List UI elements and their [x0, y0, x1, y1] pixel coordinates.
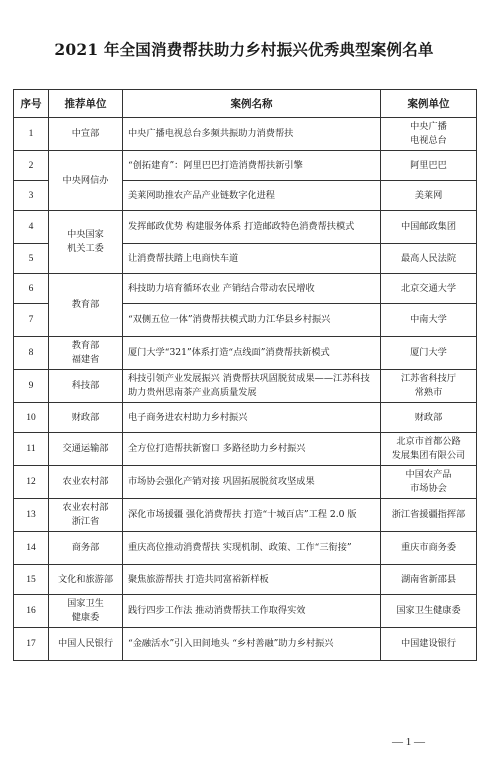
row-case-unit: 最高人民法院	[381, 244, 477, 274]
row-no: 6	[14, 274, 49, 304]
row-recommender: 中央国家 机关工委	[49, 211, 123, 274]
row-recommender: 财政部	[49, 403, 123, 433]
row-recommender: 农业农村部 浙江省	[49, 499, 123, 532]
row-recommender: 教育部	[49, 274, 123, 337]
row-case-name: 践行四步工作法 推动消费帮扶工作取得实效	[123, 595, 381, 628]
row-case-unit: 财政部	[381, 403, 477, 433]
row-case-unit: 阿里巴巴	[381, 151, 477, 181]
row-case-unit: 中国建设银行	[381, 628, 477, 661]
row-no: 13	[14, 499, 49, 532]
row-case-unit: 中央广播 电视总台	[381, 118, 477, 151]
row-no: 10	[14, 403, 49, 433]
row-no: 8	[14, 337, 49, 370]
row-no: 7	[14, 304, 49, 337]
table-row	[14, 151, 477, 181]
table-row	[14, 274, 477, 304]
row-case-name: “创拓建育”：阿里巴巴打造消费帮扶新引擎	[123, 151, 381, 181]
table-row	[14, 370, 477, 403]
header-case-name: 案例名称	[123, 90, 381, 118]
table-row	[14, 565, 477, 595]
row-no: 14	[14, 532, 49, 565]
table-row	[14, 595, 477, 628]
table-row	[14, 466, 477, 499]
row-recommender: 商务部	[49, 532, 123, 565]
row-recommender: 国家卫生 健康委	[49, 595, 123, 628]
row-case-unit: 厦门大学	[381, 337, 477, 370]
table-row	[14, 433, 477, 466]
table-row	[14, 118, 477, 151]
row-case-name: 聚焦旅游帮扶 打造共同富裕新样板	[123, 565, 381, 595]
header-recommender: 推荐单位	[49, 90, 123, 118]
row-case-name: 市场协会强化产销对接 巩固拓展脱贫攻坚成果	[123, 466, 381, 499]
row-case-unit: 北京市首都公路 发展集团有限公司	[381, 433, 477, 466]
row-no: 17	[14, 628, 49, 661]
header-no: 序号	[14, 90, 49, 118]
row-no: 4	[14, 211, 49, 244]
row-no: 3	[14, 181, 49, 211]
row-no: 16	[14, 595, 49, 628]
row-recommender: 中宣部	[49, 118, 123, 151]
row-case-name: 重庆高位推动消费帮扶 实现机制、政策、工作“三衔接”	[123, 532, 381, 565]
row-case-unit: 浙江省援疆指挥部	[381, 499, 477, 532]
row-no: 12	[14, 466, 49, 499]
row-case-unit: 重庆市商务委	[381, 532, 477, 565]
row-case-name: 全方位打造帮扶新窗口 多路径助力乡村振兴	[123, 433, 381, 466]
row-no: 15	[14, 565, 49, 595]
row-no: 9	[14, 370, 49, 403]
row-case-name: 电子商务进农村助力乡村振兴	[123, 403, 381, 433]
row-recommender: 教育部 福建省	[49, 337, 123, 370]
row-case-name: 深化市场援疆 强化消费帮扶 打造“十城百店”工程 2.0 版	[123, 499, 381, 532]
table-header-row	[14, 90, 477, 118]
row-recommender: 中央网信办	[49, 151, 123, 211]
row-case-unit: 国家卫生健康委	[381, 595, 477, 628]
header-case-unit: 案例单位	[381, 90, 477, 118]
table-row	[14, 628, 477, 661]
row-case-unit: 美莱网	[381, 181, 477, 211]
page-number: — 1 —	[392, 736, 425, 748]
row-case-name: 厦门大学“321”体系打造“点线面”消费帮扶新模式	[123, 337, 381, 370]
row-case-name: “双侧五位一体”消费帮扶模式助力江华县乡村振兴	[123, 304, 381, 337]
row-case-name: “金融活水”引入田间地头 “乡村善融”助力乡村振兴	[123, 628, 381, 661]
row-recommender: 科技部	[49, 370, 123, 403]
table-row	[14, 403, 477, 433]
row-case-name: 让消费帮扶踏上电商快车道	[123, 244, 381, 274]
page-title: 2021 年全国消费帮扶助力乡村振兴优秀典型案例名单	[54, 40, 434, 59]
table-row	[14, 337, 477, 370]
row-case-unit: 湖南省新邵县	[381, 565, 477, 595]
row-case-unit: 中国农产品 市场协会	[381, 466, 477, 499]
row-case-name: 美莱网助推农产品产业链数字化进程	[123, 181, 381, 211]
row-case-name: 科技助力培育循环农业 产销结合带动农民增收	[123, 274, 381, 304]
table-row	[14, 532, 477, 565]
row-case-name: 发挥邮政优势 构建服务体系 打造邮政特色消费帮扶模式	[123, 211, 381, 244]
row-recommender: 中国人民银行	[49, 628, 123, 661]
row-case-unit: 中国邮政集团	[381, 211, 477, 244]
row-case-unit: 北京交通大学	[381, 274, 477, 304]
row-case-unit: 中南大学	[381, 304, 477, 337]
row-recommender: 文化和旅游部	[49, 565, 123, 595]
row-no: 2	[14, 151, 49, 181]
row-no: 11	[14, 433, 49, 466]
table-row	[14, 499, 477, 532]
row-no: 5	[14, 244, 49, 274]
table-row	[14, 211, 477, 244]
case-table	[13, 89, 477, 661]
row-case-name: 科技引领产业发展振兴 消费帮扶巩固脱贫成果——江苏科技助力贵州思南茶产业高质量发展	[123, 370, 381, 403]
row-recommender: 农业农村部	[49, 466, 123, 499]
row-recommender: 交通运输部	[49, 433, 123, 466]
row-no: 1	[14, 118, 49, 151]
row-case-name: 中央广播电视总台多频共振助力消费帮扶	[123, 118, 381, 151]
row-case-unit: 江苏省科技厅 常熟市	[381, 370, 477, 403]
